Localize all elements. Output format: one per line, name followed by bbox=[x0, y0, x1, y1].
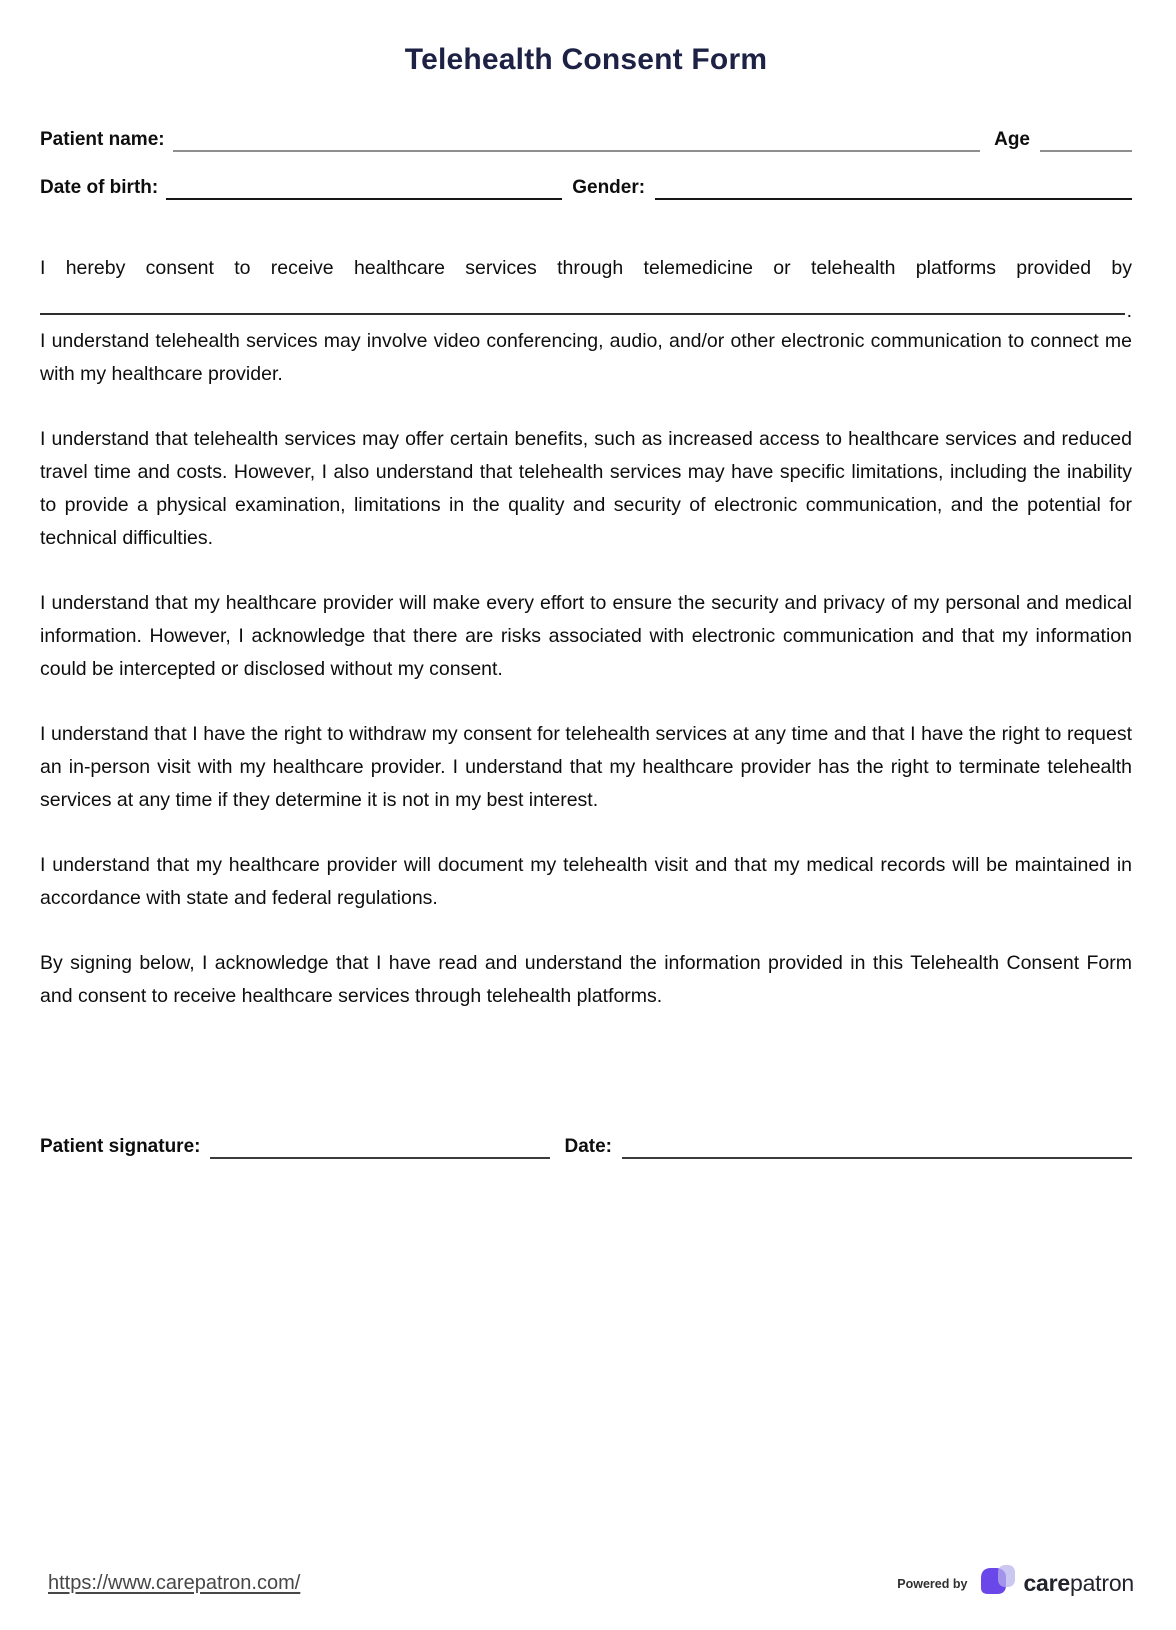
date-field[interactable] bbox=[622, 1150, 1132, 1159]
provider-line-period: . bbox=[1126, 300, 1132, 322]
consent-records-paragraph: I understand that my healthcare provider will document my telehealth visit and that my medical records will be maintained in accordance with state and federal regulations. bbox=[40, 854, 1132, 909]
date-of-birth-label: Date of birth: bbox=[40, 177, 159, 198]
signature-row bbox=[40, 1135, 1132, 1159]
gender-field[interactable] bbox=[655, 191, 1132, 200]
page-title: Telehealth Consent Form bbox=[404, 43, 768, 76]
brand-patron: patron bbox=[1069, 1570, 1134, 1596]
patient-signature-label: Patient signature: bbox=[40, 1136, 201, 1157]
age-label: Age bbox=[994, 129, 1030, 150]
patient-name-field[interactable] bbox=[173, 143, 981, 152]
patient-signature-field[interactable] bbox=[210, 1150, 550, 1159]
carepatron-website-link[interactable]: https://www.carepatron.com/ bbox=[48, 1572, 301, 1594]
patient-info-fields bbox=[40, 128, 1132, 200]
dob-gender-row bbox=[40, 176, 1132, 200]
provider-name-field[interactable] bbox=[40, 305, 1125, 315]
consent-acknowledgement-paragraph: By signing below, I acknowledge that I have read and understand the information provided in this Telehealth Consent Form and consent to receive healthcare services through telehealth platforms. bbox=[40, 952, 1132, 1007]
consent-withdraw-paragraph: I understand that I have the right to withdraw my consent for telehealth services at any time and that I have the right to request an in-person visit with my healthcare provider. I understand that my healthcare provider has the right to terminate telehealth services at any time if they determine it is not in my best interest. bbox=[40, 723, 1132, 811]
date-of-birth-field[interactable] bbox=[166, 191, 562, 200]
consent-benefits-paragraph: I understand that telehealth services may offer certain benefits, such as increased access to healthcare services and reduced travel time and costs. However, I also understand that telehealth services may have specific limitations, including the inability to provide a physical examination, limitations in the quality and security of electronic communication, and the potential for technical difficulties. bbox=[40, 428, 1132, 549]
consent-followup-paragraph: I understand telehealth services may involve video conferencing, audio, and/or other electronic communication to connect me with my healthcare provider. bbox=[40, 330, 1132, 385]
patient-name-row bbox=[40, 128, 1132, 152]
patient-name-label: Patient name: bbox=[40, 129, 165, 150]
powered-by-carepatron bbox=[897, 1563, 1134, 1604]
gender-label: Gender: bbox=[572, 177, 646, 198]
consent-privacy-paragraph: I understand that my healthcare provider will make every effort to ensure the security and privacy of my personal and medical information. However, I acknowledge that there are risks associated with electronic communication and that my information could be intercepted or disclosed without my consent. bbox=[40, 592, 1132, 680]
carepatron-wordmark bbox=[1023, 1570, 1134, 1597]
provider-name-row bbox=[40, 285, 1132, 322]
consent-intro-paragraph: I hereby consent to receive healthcare services through telemedicine or telehealth platforms provided by bbox=[40, 257, 1132, 279]
date-label: Date: bbox=[564, 1136, 612, 1157]
age-field[interactable] bbox=[1040, 143, 1132, 152]
page-footer bbox=[48, 1563, 1134, 1604]
powered-by-label: Powered by bbox=[897, 1576, 968, 1591]
carepatron-logo-icon bbox=[977, 1563, 1017, 1604]
consent-text-section bbox=[40, 252, 1132, 1013]
brand-care: care bbox=[1023, 1570, 1070, 1596]
